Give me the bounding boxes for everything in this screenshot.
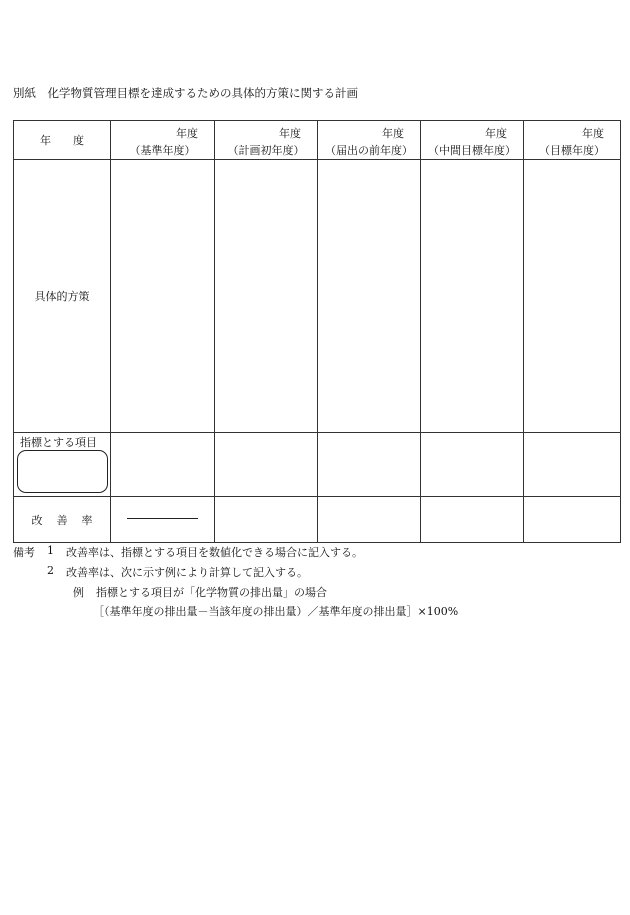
indicator-cell-plan-first — [215, 433, 318, 497]
year-label-plan-first: （計画初年度） — [227, 144, 305, 157]
plan-table — [13, 120, 621, 543]
improvement-rate-cell-plan-first — [215, 497, 318, 543]
year-cell-base — [111, 121, 215, 160]
example-label: 例 — [73, 586, 84, 599]
not-applicable-dash — [127, 518, 198, 519]
measures-cell-prior — [318, 160, 421, 433]
year-header-label-part2: 度 — [73, 134, 84, 147]
improvement-rate-cell-prior — [318, 497, 421, 543]
year-label-interim: （中間目標年度） — [428, 144, 516, 157]
remark-text: 改善率は、指標とする項目を数値化できる場合に記入する。 — [66, 546, 363, 559]
year-cell-prior — [318, 121, 421, 160]
indicator-cell-prior — [318, 433, 421, 497]
year-suffix: 年度 — [582, 127, 604, 140]
rate-label-char: 率 — [81, 513, 93, 527]
year-suffix: 年度 — [176, 127, 198, 140]
measures-row — [14, 160, 621, 433]
year-cell-plan-first — [215, 121, 318, 160]
improvement-rate-cell-interim — [421, 497, 524, 543]
year-suffix: 年度 — [382, 127, 404, 140]
remark-text: 改善率は、次に示す例により計算して記入する。 — [66, 566, 308, 579]
remarks-heading: 備考 — [13, 546, 35, 559]
indicator-cell-base — [111, 433, 215, 497]
rate-label-char: 改 — [31, 513, 43, 527]
document-title: 別紙 化学物質管理目標を達成するための具体的方策に関する計画 — [13, 86, 358, 100]
indicator-row — [14, 433, 621, 497]
year-suffix: 年度 — [485, 127, 507, 140]
measures-cell-target — [524, 160, 621, 433]
year-label-target: （目標年度） — [539, 144, 605, 157]
measures-cell-interim — [421, 160, 524, 433]
improvement-rate-cell-target — [524, 497, 621, 543]
year-cell-interim — [421, 121, 524, 160]
indicator-bracket — [17, 450, 108, 493]
example-text: 指標とする項目が「化学物質の排出量」の場合 — [96, 586, 327, 599]
remark-number: 1 — [47, 544, 54, 557]
measures-cell-plan-first — [215, 160, 318, 433]
measures-label: 具体的方策 — [14, 160, 111, 433]
year-header-cell — [14, 121, 111, 160]
year-label-base: （基準年度） — [129, 144, 196, 157]
improvement-rate-row — [14, 497, 621, 543]
improvement-rate-cell-base — [111, 497, 215, 543]
indicator-label: 指標とする項目 — [20, 436, 97, 449]
indicator-cell-target — [524, 433, 621, 497]
indicator-label-cell — [14, 433, 111, 497]
year-label-prior: （届出の前年度） — [325, 144, 413, 157]
rate-label-char: 善 — [56, 513, 68, 527]
remark-number: 2 — [47, 564, 54, 577]
year-header-label-part1: 年 — [40, 134, 51, 147]
improvement-rate-label — [14, 497, 111, 543]
header-row — [14, 121, 621, 160]
measures-cell-base — [111, 160, 215, 433]
year-cell-target — [524, 121, 621, 160]
formula: ［（基準年度の排出量－当該年度の排出量）／基準年度の排出量］×100% — [93, 605, 459, 618]
indicator-cell-interim — [421, 433, 524, 497]
year-suffix: 年度 — [279, 127, 301, 140]
